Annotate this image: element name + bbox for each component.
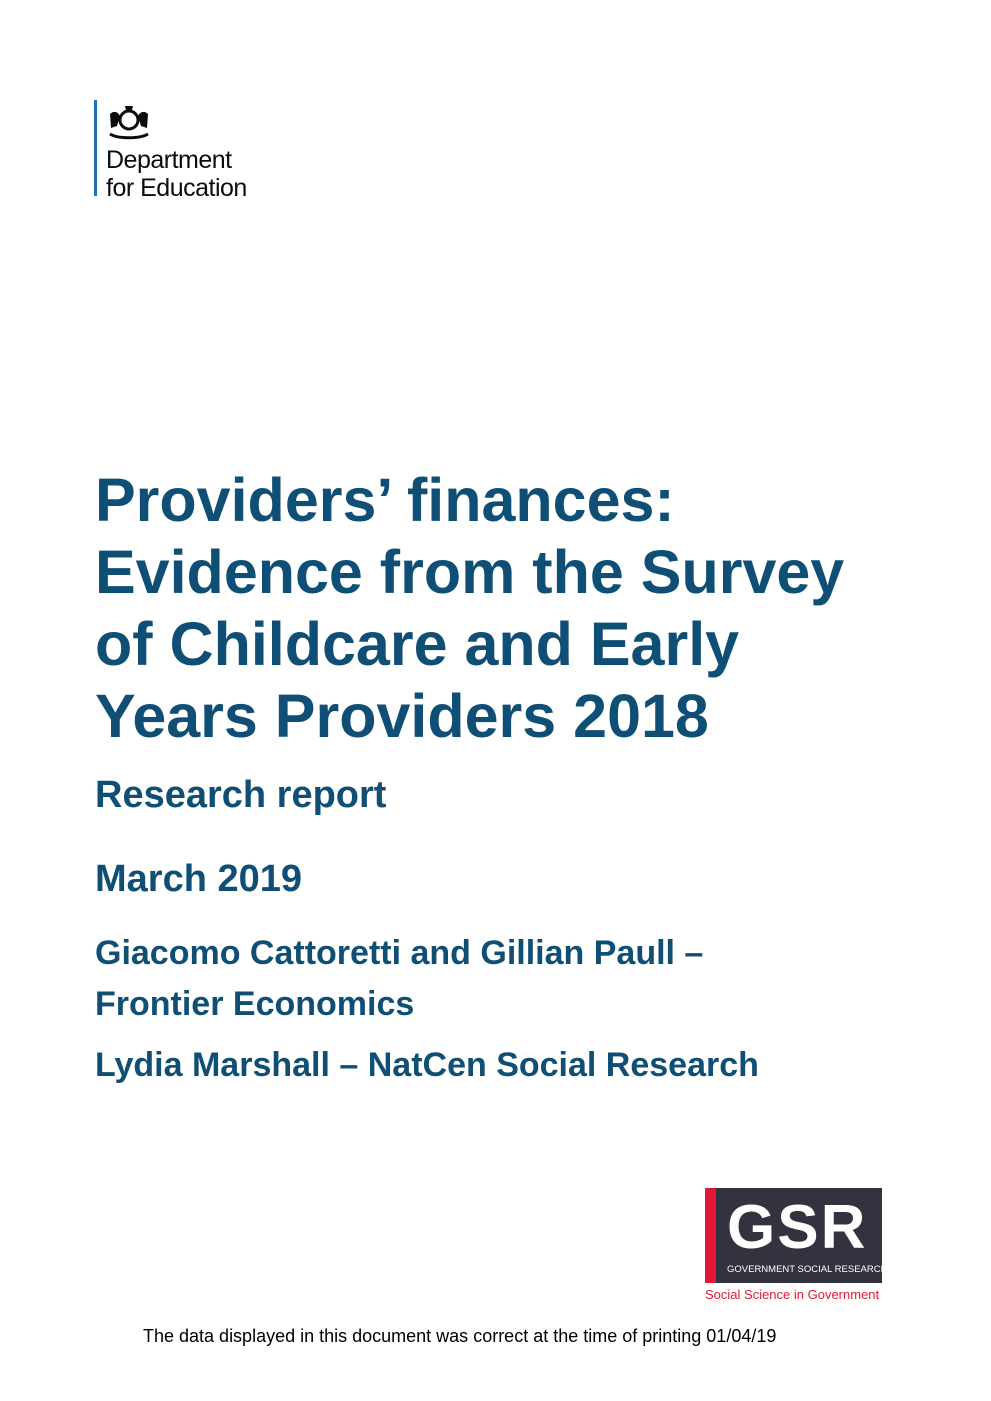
author-line: Frontier Economics — [95, 985, 415, 1023]
logo-line-1: Department — [106, 146, 232, 174]
gsr-tagline: Social Science in Government — [705, 1287, 880, 1302]
gsr-caption: GOVERNMENT SOCIAL RESEARCH — [727, 1264, 888, 1275]
logo-line-2: for Education — [106, 174, 247, 202]
report-type: Research report — [95, 774, 387, 816]
title-line: of Childcare and Early — [95, 610, 740, 678]
royal-crest-icon — [106, 100, 152, 140]
author-line: Giacomo Cattoretti and Gillian Paull – — [95, 934, 704, 972]
logo-bar — [94, 100, 97, 196]
footer-note: The data displayed in this document was correct at the time of printing 01/04/19 — [143, 1326, 777, 1346]
title-line: Evidence from the Survey — [95, 538, 845, 606]
gsr-mark: GSR — [727, 1193, 868, 1262]
author-line: Lydia Marshall – NatCen Social Research — [95, 1046, 759, 1084]
report-title — [95, 464, 955, 752]
gsr-logo — [705, 1188, 888, 1283]
title-line: Providers’ finances: — [95, 466, 675, 534]
title-line: Years Providers 2018 — [95, 682, 709, 750]
gsr-red-stripe — [705, 1188, 716, 1283]
publication-date: March 2019 — [95, 858, 303, 900]
